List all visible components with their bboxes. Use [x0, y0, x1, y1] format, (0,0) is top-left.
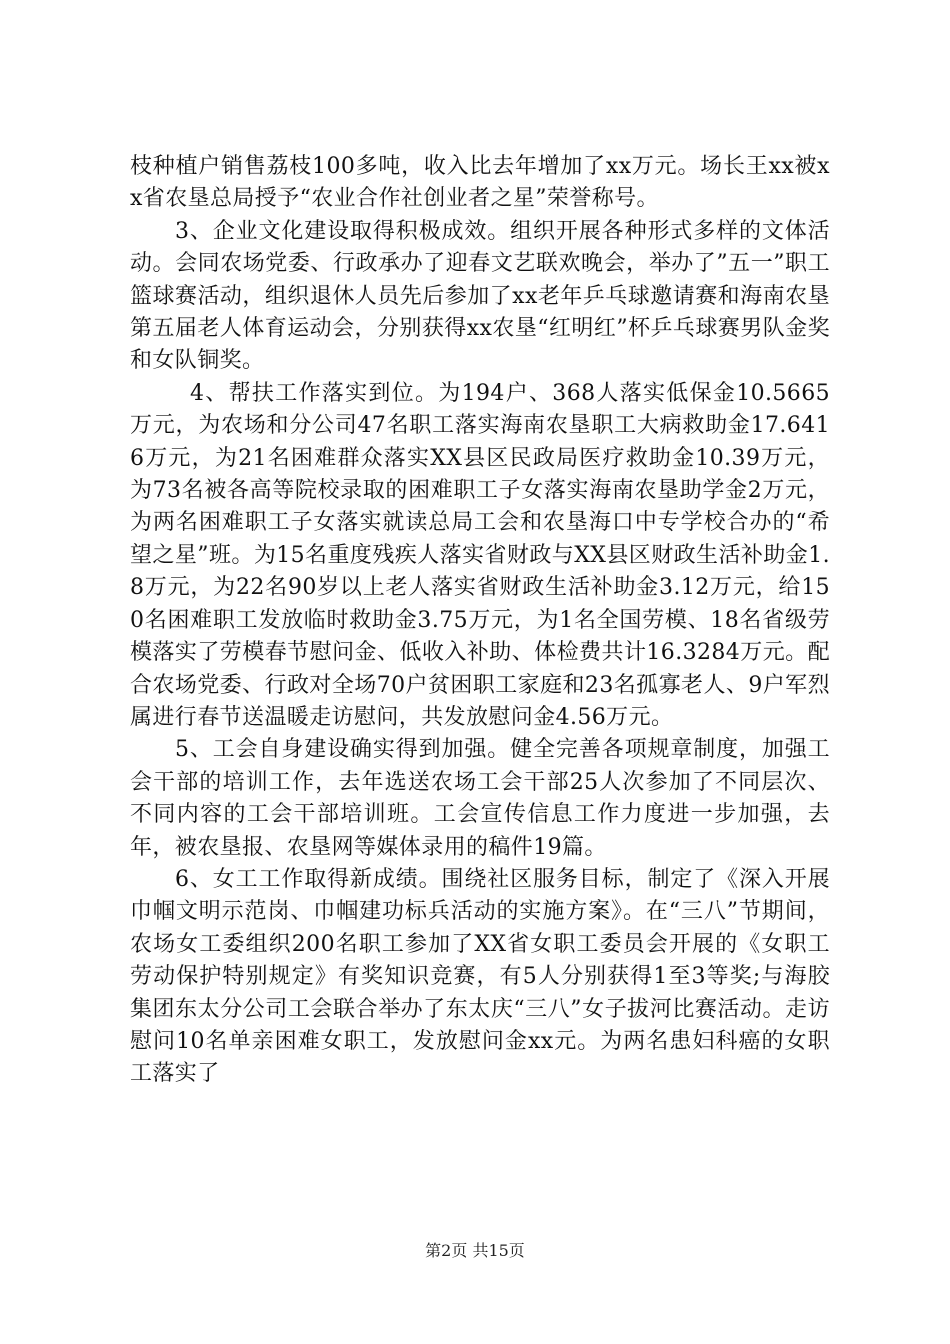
document-body	[130, 151, 830, 1091]
paragraph-union-building: 5、工会自身建设确实得到加强。健全完善各项规章制度，加强工会干部的培训工作，去年选送农场工会干部25人次参加了不同层次、不同内容的工会干部培训班。工会宣传信息工作力度进一步加强，去年，被农垦报、农垦网等媒体录用的稿件19篇。	[130, 737, 830, 860]
page-footer: 第2页 共15页	[425, 1241, 525, 1260]
paragraph-corporate-culture: 3、企业文化建设取得积极成效。组织开展各种形式多样的文体活动。会同农场党委、行政承办了迎春文艺联欢晚会，举办了”五一”职工篮球赛活动，组织退休人员先后参加了xx老年乒乓球邀请赛和海南农垦第五届老人体育运动会，分别获得xx农垦“红明红”杯乒乓球赛男队金奖和女队铜奖。	[130, 218, 830, 374]
paragraph-female-workers: 6、女工工作取得新成绩。围绕社区服务目标，制定了《深入开展巾帼文明示范岗、巾帼建功标兵活动的实施方案》。在“三八”节期间，农场女工委组织200名职工参加了XX省女职工委员会开展的《女职工劳动保护特别规定》有奖知识竞赛，有5人分别获得1至3等奖;与海胶集团东太分公司工会联合举办了东太庆“三八”女子拔河比赛活动。走访慰问10名单亲困难女职工，发放慰问金xx元。为两名患妇科癌的女职工落实了	[130, 866, 830, 1087]
paragraph-assistance-work: 4、帮扶工作落实到位。为194户、368人落实低保金10.5665万元，为农场和分公司47名职工落实海南农垦职工大病救助金17.6416万元，为21名困难群众落实XX县区民政局医疗救助金10.39万元，为73名被各高等院校录取的困难职工子女落实海南农垦助学金2万元，为两名困难职工子女落实就读总局工会和农垦海口中专学校合办的“希望之星”班。为15名重度残疾人落实省财政与XX县区财政生活补助金1.8万元，为22名90岁以上老人落实省财政生活补助金3.12万元，给150名困难职工发放临时救助金3.75万元，为1名全国劳模、18名省级劳模落实了劳模春节慰问金、低收入补助、体检费共计16.3284万元。配合农场党委、行政对全场70户贫困职工家庭和23名孤寡老人、9户军烈属进行春节送温暖走访慰问，共发放慰问金4.56万元。	[130, 380, 830, 730]
paragraph-continuation: 枝种植户销售荔枝100多吨，收入比去年增加了xx万元。场长王xx被xx省农垦总局授予“农业合作社创业者之星”荣誉称号。	[130, 154, 830, 212]
